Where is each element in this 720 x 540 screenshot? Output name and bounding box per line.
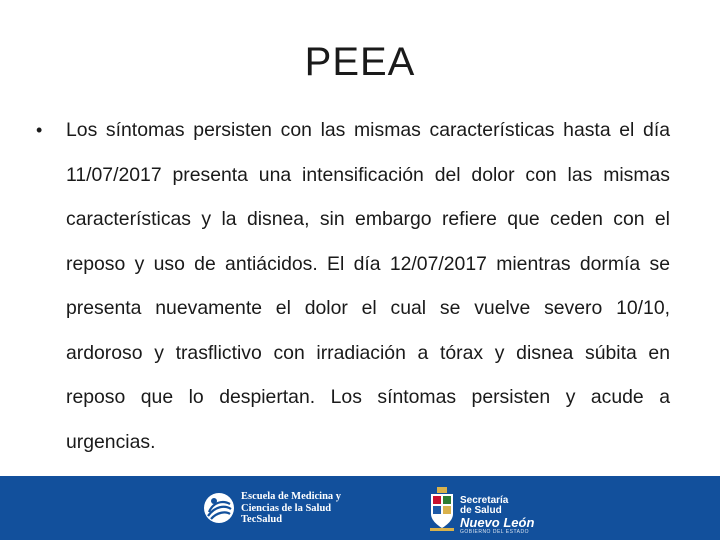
secretaria-salud-logo [428, 484, 535, 536]
footer-bar [0, 476, 720, 540]
secretaria-logo-text [460, 496, 534, 535]
nuevo-leon-crest-icon [428, 486, 456, 532]
bullet-marker: • [36, 120, 43, 140]
slide-content [36, 108, 670, 464]
tecsalud-logo [203, 490, 353, 530]
tecsalud-globe-icon [203, 492, 235, 524]
bullet-item [36, 108, 670, 464]
secretaria-line-3: Nuevo León [460, 515, 535, 530]
tecsalud-logo-text [241, 491, 341, 526]
secretaria-line-1: Secretaría [460, 495, 509, 506]
tecsalud-line-1: Escuela de Medicina y [241, 491, 342, 502]
tecsalud-line-3: TecSalud [241, 514, 283, 525]
secretaria-line-2: de Salud [460, 505, 502, 516]
tecsalud-line-2: Ciencias de la Salud [241, 502, 332, 514]
bullet-text: Los síntomas persisten con las mismas características hasta el día 11/07/2017 presenta una intensificación del dolor con las mismas características y la disnea, sin embargo refiere que ceden con el reposo y uso de antiácidos. El día 12/07/2017 mientras dormía se presenta nuevamente el dolor el cual se vuelve severo 10/10, ardoroso y trasflictivo con irradiación a tórax y disnea súbita en reposo que lo despiertan. Los síntomas persisten y acude a urgencias. [66, 119, 670, 453]
slide-title: PEEA [304, 40, 416, 84]
secretaria-line-4: GOBIERNO DEL ESTADO [460, 529, 529, 535]
